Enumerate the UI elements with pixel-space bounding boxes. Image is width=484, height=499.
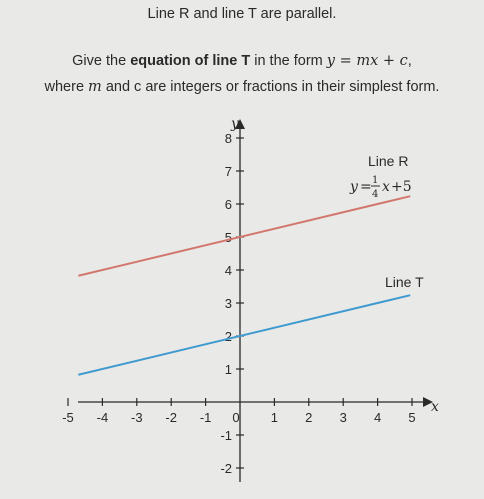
x-tick-label: 5 bbox=[408, 410, 416, 425]
line-r-eq-y: y bbox=[350, 179, 358, 195]
line-r-eq-equals: = bbox=[360, 179, 372, 195]
line-t-label: Line T bbox=[385, 274, 424, 290]
x-tick-label: 4 bbox=[373, 410, 382, 425]
line-r-equation bbox=[349, 175, 412, 200]
y-axis-label: y bbox=[231, 116, 239, 132]
line-r-eq-tail: +5 bbox=[391, 179, 412, 195]
intro-label: Line R and line T are parallel. bbox=[147, 6, 337, 22]
line-r-eq-den: 4 bbox=[372, 189, 379, 200]
x-tick-label: -1 bbox=[199, 410, 212, 425]
x-tick-label: 2 bbox=[305, 410, 313, 425]
y-tick-label: 7 bbox=[224, 164, 232, 179]
line-t bbox=[78, 295, 410, 375]
line-r-eq-num: 1 bbox=[372, 175, 379, 186]
prompt-part-1: Give the bbox=[72, 53, 131, 69]
y-tick-label: 1 bbox=[224, 362, 232, 377]
y-tick-label: -1 bbox=[220, 428, 232, 443]
line-r bbox=[78, 196, 410, 276]
form-comma: , bbox=[407, 53, 412, 69]
x-tick-label: -5 bbox=[62, 410, 74, 425]
line-r-label: Line R bbox=[368, 153, 409, 169]
x-tick-label: 0 bbox=[232, 410, 240, 425]
x-tick-label: 3 bbox=[339, 410, 347, 425]
x-tick-label: -4 bbox=[96, 410, 109, 425]
x-tick-label: 1 bbox=[270, 410, 279, 425]
y-tick-label: 8 bbox=[224, 131, 232, 146]
form-c: c bbox=[399, 53, 408, 69]
form-eq: = bbox=[334, 53, 357, 69]
prompt-part-2: in the form bbox=[250, 53, 327, 69]
line-r-eq-x: x bbox=[382, 179, 390, 195]
form-plus: + bbox=[378, 53, 400, 69]
y-tick-label: 5 bbox=[224, 230, 232, 245]
x-axis-label: x bbox=[431, 399, 439, 415]
form-mx: mx bbox=[356, 53, 379, 69]
y-tick-label: 6 bbox=[224, 197, 232, 212]
prompt-bold: equation of line T bbox=[130, 53, 251, 69]
y-tick-label: 4 bbox=[224, 263, 232, 278]
y-tick-label: 2 bbox=[224, 329, 232, 344]
x-tick-label: -3 bbox=[131, 410, 143, 425]
line3-m: m bbox=[88, 79, 102, 95]
y-tick-label: 3 bbox=[224, 296, 232, 311]
line3-part-2: and c are integers or fractions in their simplest form. bbox=[101, 79, 440, 95]
y-tick-label: -2 bbox=[220, 461, 232, 476]
x-tick-label: -2 bbox=[165, 410, 177, 425]
form-y: y bbox=[326, 53, 335, 69]
line3-part-1: where bbox=[44, 79, 89, 95]
